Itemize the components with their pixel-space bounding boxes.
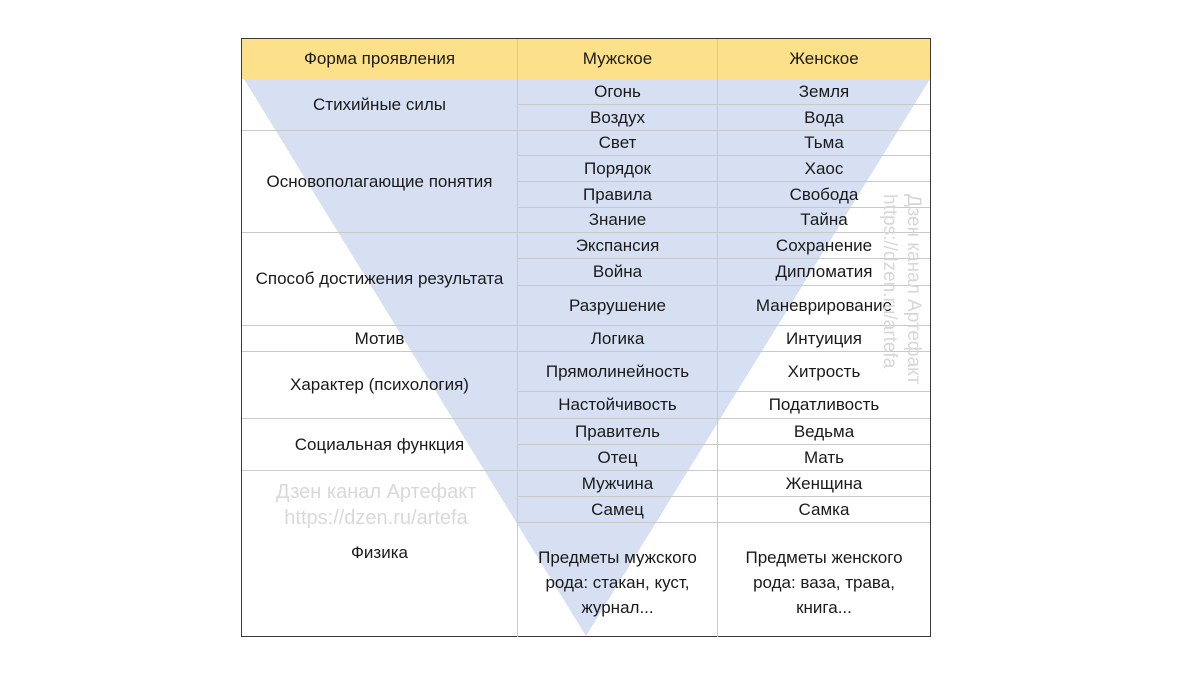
- category-cell: Основополагающие понятия: [242, 130, 517, 232]
- male-value-cell: Прямолинейность: [517, 351, 717, 391]
- female-value-cell: Сохранение: [717, 232, 930, 258]
- watermark-vertical: [877, 194, 925, 384]
- male-value-cell: Экспансия: [517, 232, 717, 258]
- category-cell: Социальная функция: [242, 418, 517, 470]
- male-value-cell: Свет: [517, 130, 717, 155]
- female-value-cell: Ведьма: [717, 418, 930, 444]
- male-value-cell: Правитель: [517, 418, 717, 444]
- male-value-cell: Предметы мужского рода: стакан, куст, журнал...: [517, 522, 717, 637]
- female-value-cell: Интуиция: [717, 325, 930, 351]
- female-value-cell: Предметы женского рода: ваза, трава, книга...: [717, 522, 930, 637]
- male-value-cell: Огонь: [517, 79, 717, 104]
- watermark-vertical-line-1: Дзен канал Артефакт: [903, 194, 924, 385]
- category-cell: Характер (психология): [242, 351, 517, 418]
- category-cell: Стихийные силы: [313, 94, 446, 114]
- male-value-cell: Разрушение: [517, 285, 717, 325]
- female-value-cell: Тьма: [717, 130, 930, 155]
- male-value-cell: Самец: [517, 496, 717, 522]
- watermark-line-2: https://dzen.ru/artefa: [284, 507, 468, 529]
- female-value-cell: Самка: [717, 496, 930, 522]
- male-value-cell: Знание: [517, 207, 717, 232]
- male-value-cell: Настойчивость: [517, 391, 717, 418]
- male-value-cell: Порядок: [517, 155, 717, 181]
- female-value-cell: Мать: [717, 444, 930, 470]
- comparison-table: [241, 38, 931, 637]
- female-value-cell: Дипломатия: [717, 258, 930, 285]
- header-female: Женское: [717, 39, 930, 79]
- male-value-cell: Отец: [517, 444, 717, 470]
- female-value-cell: Земля: [717, 79, 930, 104]
- watermark-vertical-line-2: https://dzen.ru/artefa: [879, 194, 900, 369]
- category-cell: Физика: [242, 470, 517, 637]
- male-value-cell: Воздух: [517, 104, 717, 130]
- female-value-cell: Вода: [717, 104, 930, 130]
- female-value-cell: Маневрирование: [717, 285, 930, 325]
- category-cell: Способ достижения результата: [242, 232, 517, 325]
- female-value-cell: Женщина: [717, 470, 930, 496]
- female-value-cell: Хитрость: [717, 351, 930, 391]
- male-value-cell: Война: [517, 258, 717, 285]
- female-value-cell: Податливость: [717, 391, 930, 418]
- female-value-cell: Хаос: [717, 155, 930, 181]
- header-form: Форма проявления: [242, 39, 517, 79]
- male-value-cell: Мужчина: [517, 470, 717, 496]
- female-value-cell: Свобода: [717, 181, 930, 207]
- watermark-line-1: Дзен канал Артефакт: [276, 481, 477, 503]
- female-value-cell: Тайна: [717, 207, 930, 232]
- male-value-cell: Логика: [517, 325, 717, 351]
- header-male: Мужское: [517, 39, 717, 79]
- male-value-cell: Правила: [517, 181, 717, 207]
- category-cell: Мотив: [242, 325, 517, 351]
